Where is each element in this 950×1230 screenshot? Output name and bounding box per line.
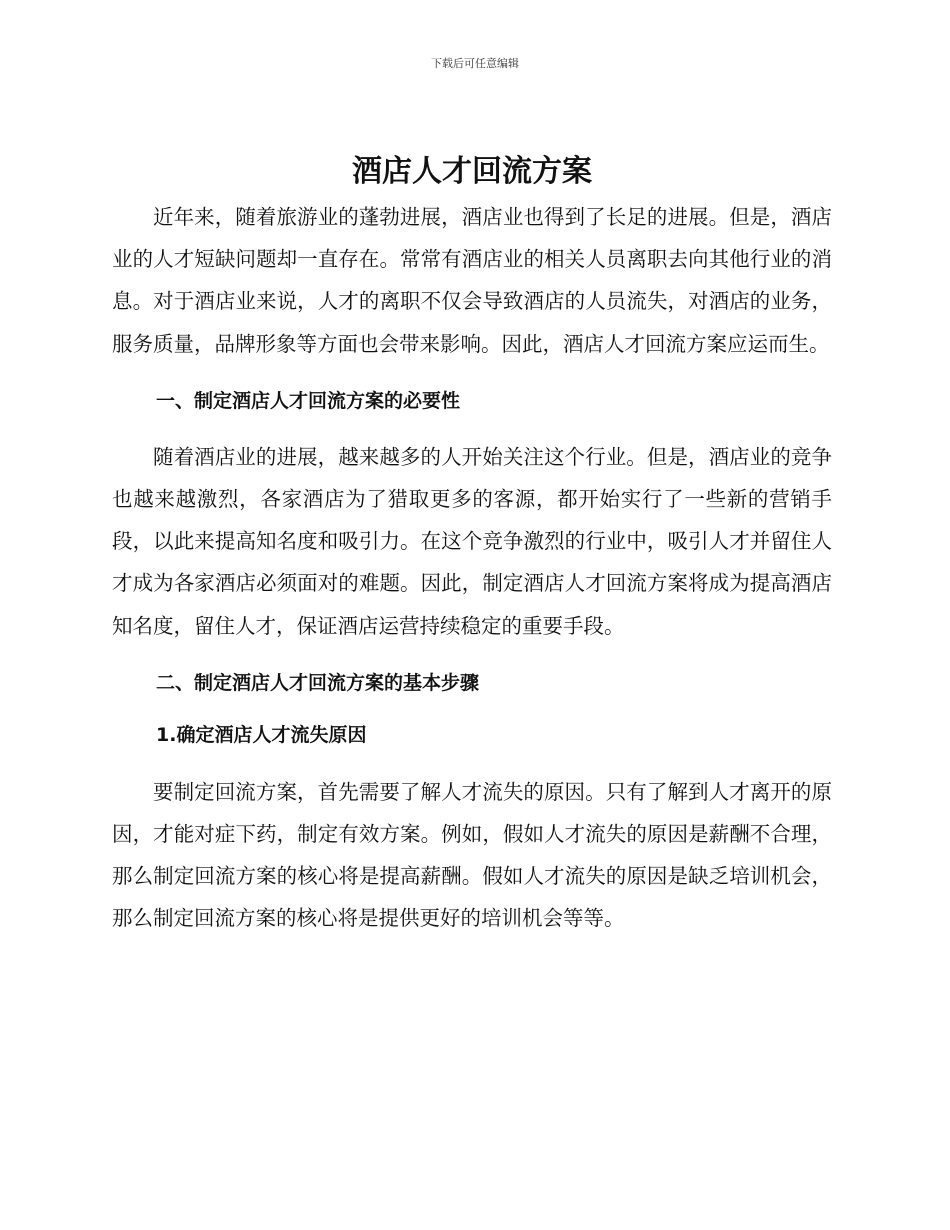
document-title: 酒店人才回流方案 — [352, 154, 592, 189]
header-note: 下载后可任意编辑 — [431, 57, 519, 70]
subsection-1-heading: 1.确定酒店人才流失原因 — [156, 723, 367, 746]
intro-paragraph: 近年来，随着旅游业的蓬勃进展，酒店业也得到了长足的进展。但是，酒店业的人才短缺问题却一直存在。常常有酒店业的相关人员离职去向其他行业的消息。对于酒店业来说，人才的离职不仅会导致酒店的人员流失，对酒店的业务，服务质量，品牌形象等方面也会带来影响。因此，酒店人才回流方案应运而生。 — [112, 205, 832, 356]
document-body — [112, 148, 832, 940]
section-1-paragraph: 随着酒店业的进展，越来越多的人开始关注这个行业。但是，酒店业的竞争也越来越激烈，各家酒店为了猎取更多的客源，都开始实行了一些新的营销手段，以此来提高知名度和吸引力。在这个竞争激烈的行业中，吸引人才并留住人才成为各家酒店必须面对的难题。因此，制定酒店人才回流方案将成为提高酒店知名度，留住人才，保证酒店运营持续稳定的重要手段。 — [112, 444, 832, 638]
section-2-heading: 二、制定酒店人才回流方案的基本步骤 — [156, 671, 480, 694]
subsection-1-paragraph: 要制定回流方案，首先需要了解人才流失的原因。只有了解到人才离开的原因，才能对症下药，制定有效方案。例如，假如人才流失的原因是薪酬不合理，那么制定回流方案的核心将是提高薪酬。假如人才流失的原因是缺乏培训机会，那么制定回流方案的核心将是提供更好的培训机会等等。 — [112, 779, 832, 931]
section-1-heading: 一、制定酒店人才回流方案的必要性 — [156, 389, 461, 412]
